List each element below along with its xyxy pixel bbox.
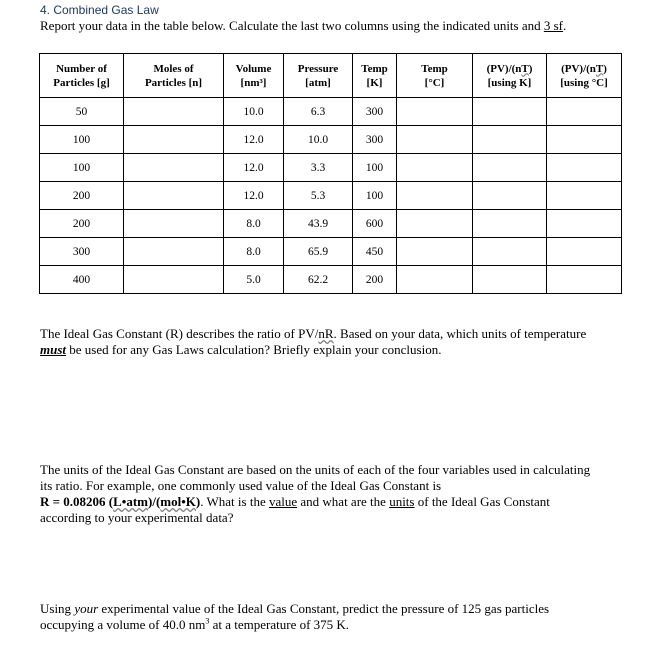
cell-pv-nt-celsius[interactable]: [547, 126, 622, 154]
cell-temp-c[interactable]: [397, 126, 473, 154]
cell-particles: 100: [40, 126, 124, 154]
cell-particles: 200: [40, 210, 124, 238]
table-row: [40, 154, 622, 182]
cell-temp-k: 100: [353, 182, 397, 210]
cell-pressure: 43.9: [284, 210, 353, 238]
cell-temp-k: 100: [353, 154, 397, 182]
cell-pv-nt-celsius[interactable]: [547, 210, 622, 238]
table-row: [40, 126, 622, 154]
header-moles-of-particles: Moles of Particles [n]: [124, 54, 224, 98]
cell-pv-nt-celsius[interactable]: [547, 154, 622, 182]
cell-moles[interactable]: [124, 210, 224, 238]
cell-volume: 12.0: [224, 182, 284, 210]
cell-volume: 8.0: [224, 210, 284, 238]
cell-pressure: 62.2: [284, 266, 353, 294]
table-row: [40, 98, 622, 126]
cell-pv-nt-kelvin[interactable]: [473, 126, 547, 154]
cell-moles[interactable]: [124, 98, 224, 126]
cell-pv-nt-kelvin[interactable]: [473, 210, 547, 238]
cell-pressure: 5.3: [284, 182, 353, 210]
cell-moles[interactable]: [124, 154, 224, 182]
cell-temp-c[interactable]: [397, 182, 473, 210]
instructions-text: Report your data in the table below. Calculate the last two columns using the indicated units and 3 sf.: [40, 18, 567, 33]
cell-pv-nt-celsius[interactable]: [547, 182, 622, 210]
table-row: [40, 182, 622, 210]
cell-volume: 12.0: [224, 126, 284, 154]
cell-pv-nt-celsius[interactable]: [547, 98, 622, 126]
cell-temp-c[interactable]: [397, 238, 473, 266]
cell-pv-nt-kelvin[interactable]: [473, 98, 547, 126]
cell-temp-c[interactable]: [397, 154, 473, 182]
cell-temp-c[interactable]: [397, 266, 473, 294]
cell-temp-k: 600: [353, 210, 397, 238]
table-header-row: [40, 54, 622, 98]
header-pressure: Pressure [atm]: [284, 54, 353, 98]
cell-pv-nt-celsius[interactable]: [547, 238, 622, 266]
cell-particles: 100: [40, 154, 124, 182]
header-number-of-particles: Number of Particles [g]: [40, 54, 124, 98]
cell-temp-c[interactable]: [397, 98, 473, 126]
cell-pv-nt-kelvin[interactable]: [473, 266, 547, 294]
data-table: [39, 53, 622, 294]
question-gas-constant: The units of the Ideal Gas Constant are based on the units of each of the four variables used in calculating its ratio. For example, one commonly used value of the Ideal Gas Constant is R = 0.08206 (L•atm)/(mol•K). What is the value and what are the units of the Ideal Gas Constant according to your experimental data?: [40, 462, 591, 525]
cell-pv-nt-celsius[interactable]: [547, 266, 622, 294]
cell-temp-k: 200: [353, 266, 397, 294]
cell-pressure: 10.0: [284, 126, 353, 154]
cell-pressure: 6.3: [284, 98, 353, 126]
header-temp-k: Temp [K]: [353, 54, 397, 98]
cell-particles: 400: [40, 266, 124, 294]
cell-pressure: 3.3: [284, 154, 353, 182]
table-row: [40, 266, 622, 294]
question-temperature-units: The Ideal Gas Constant (R) describes the ratio of PV/nR. Based on your data, which units of temperature must be used for any Gas Laws calculation? Briefly explain your conclusion.: [40, 326, 587, 357]
cell-moles[interactable]: [124, 126, 224, 154]
cell-volume: 12.0: [224, 154, 284, 182]
cell-temp-k: 450: [353, 238, 397, 266]
cell-volume: 10.0: [224, 98, 284, 126]
cell-moles[interactable]: [124, 238, 224, 266]
cell-temp-k: 300: [353, 98, 397, 126]
cell-volume: 5.0: [224, 266, 284, 294]
header-volume: Volume [nm³]: [224, 54, 284, 98]
cell-pv-nt-kelvin[interactable]: [473, 154, 547, 182]
cell-temp-c[interactable]: [397, 210, 473, 238]
cell-particles: 300: [40, 238, 124, 266]
cell-pv-nt-kelvin[interactable]: [473, 182, 547, 210]
cell-volume: 8.0: [224, 238, 284, 266]
cell-moles[interactable]: [124, 182, 224, 210]
table-row: [40, 210, 622, 238]
cell-temp-k: 300: [353, 126, 397, 154]
cell-particles: 50: [40, 98, 124, 126]
table-row: [40, 238, 622, 266]
cell-moles[interactable]: [124, 266, 224, 294]
cell-particles: 200: [40, 182, 124, 210]
header-pv-nt-kelvin: (PV)/(nT) [using K]: [473, 54, 547, 98]
header-pv-nt-celsius: (PV)/(nT) [using °C]: [547, 54, 622, 98]
question-predict-pressure: Using your experimental value of the Ideal Gas Constant, predict the pressure of 125 gas particles occupying a volume of 40.0 $nm^3$ at a temperature of 375 K.: [40, 601, 550, 632]
cell-pressure: 65.9: [284, 238, 353, 266]
section-heading: 4. Combined Gas Law: [40, 3, 159, 17]
cell-pv-nt-kelvin[interactable]: [473, 238, 547, 266]
header-temp-c: Temp [°C]: [397, 54, 473, 98]
